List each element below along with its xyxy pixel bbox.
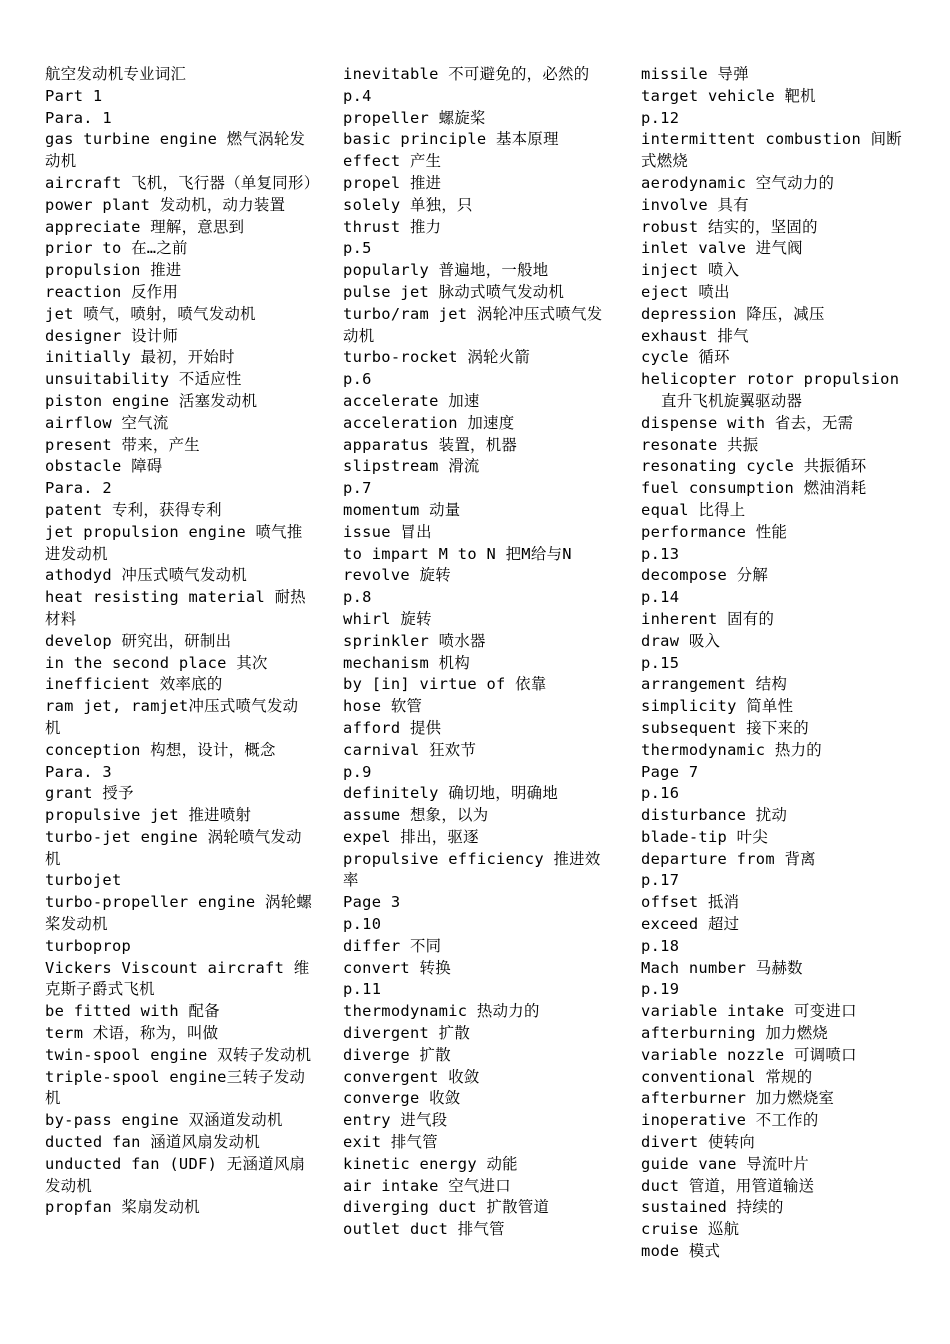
- glossary-entry: target vehicle 靶机: [641, 86, 816, 105]
- glossary-entry: exit 排气管: [343, 1133, 438, 1152]
- glossary-entry: arrangement 结构: [641, 675, 788, 694]
- glossary-entry: to impart M to N 把M给与N: [343, 544, 572, 563]
- glossary-entry: p.9: [343, 762, 372, 781]
- glossary-entry: cruise 巡航: [641, 1220, 740, 1239]
- glossary-entry: diverge 扩散: [343, 1045, 451, 1064]
- glossary-entry: Para. 2: [45, 479, 112, 498]
- glossary-entry: divert 使转向: [641, 1133, 756, 1152]
- glossary-entry: aircraft 飞机，飞行器（单复同形）: [45, 173, 320, 192]
- glossary-entry: involve 具有: [641, 195, 749, 214]
- glossary-entry: p.17: [641, 871, 680, 890]
- glossary-entry: propel 推进: [343, 173, 442, 192]
- glossary-entry: Para. 1: [45, 108, 112, 127]
- glossary-entry: turbo-propeller engine 涡轮螺桨发动机: [45, 893, 313, 934]
- glossary-entry: ram jet, ramjet冲压式喷气发动机: [45, 697, 299, 737]
- glossary-entry: expel 排出，驱逐: [343, 827, 479, 846]
- glossary-entry: propulsive jet 推进喷射: [45, 806, 252, 825]
- glossary-entry: basic principle 基本原理: [343, 130, 559, 149]
- glossary-entry: p.11: [343, 980, 382, 999]
- glossary-entry: Mach number 马赫数: [641, 958, 803, 977]
- glossary-entry: p.8: [343, 588, 372, 607]
- glossary-entry: thermodynamic 热动力的: [343, 1002, 540, 1021]
- glossary-entry: p.4: [343, 86, 372, 105]
- glossary-entry: depression 降压，减压: [641, 304, 825, 323]
- glossary-entry: convergent 收敛: [343, 1067, 480, 1086]
- glossary-entry: inefficient 效率底的: [45, 675, 223, 694]
- glossary-entry: p.7: [343, 479, 372, 498]
- glossary-entry: develop 研究出，研制出: [45, 631, 232, 650]
- glossary-entry: kinetic energy 动能: [343, 1154, 518, 1173]
- glossary-entry: missile 导弹: [641, 65, 749, 83]
- glossary-entry: heat resisting material 耐热材料: [45, 588, 306, 628]
- glossary-entry: jet propulsion engine 喷气推进发动机: [45, 522, 303, 563]
- glossary-entry: p.5: [343, 239, 372, 258]
- glossary-entry: simplicity 简单性: [641, 697, 794, 716]
- glossary-entry: turbo-rocket 涡轮火箭: [343, 348, 531, 367]
- glossary-entry: piston engine 活塞发动机: [45, 391, 258, 410]
- glossary-entry: draw 吸入: [641, 631, 721, 650]
- glossary-entry: exceed 超过: [641, 915, 740, 934]
- glossary-entry: eject 喷出: [641, 282, 730, 301]
- glossary-entry: inlet valve 进气阀: [641, 239, 803, 258]
- glossary-entry: reaction 反作用: [45, 282, 179, 301]
- glossary-entry: conception 构想，设计，概念: [45, 740, 276, 759]
- glossary-entry: robust 结实的，坚固的: [641, 217, 818, 236]
- glossary-entry: p.18: [641, 936, 680, 955]
- glossary-entry: momentum 动量: [343, 500, 461, 519]
- glossary-entry: p.19: [641, 980, 680, 999]
- glossary-entry: initially 最初，开始时: [45, 348, 235, 367]
- glossary-entry: divergent 扩散: [343, 1024, 471, 1043]
- glossary-entry: Part 1: [45, 86, 103, 105]
- glossary-entry: dispense with 省去，无需: [641, 413, 854, 432]
- glossary-entry: whirl 旋转: [343, 609, 432, 628]
- glossary-entry: acceleration 加速度: [343, 413, 515, 432]
- glossary-entry: Vickers Viscount aircraft 维克斯子爵式飞机: [45, 958, 310, 999]
- glossary-entry: air intake 空气进口: [343, 1176, 511, 1195]
- glossary-column-2: [343, 64, 611, 1241]
- glossary-entry: sustained 持续的: [641, 1198, 784, 1217]
- glossary-entry: propfan 桨扇发动机: [45, 1198, 200, 1217]
- glossary-entry: mechanism 机构: [343, 653, 471, 672]
- glossary-entry: term 术语，称为，叫做: [45, 1024, 219, 1043]
- glossary-entry: prior to 在…之前: [45, 239, 188, 258]
- glossary-entry: twin-spool engine 双转子发动机: [45, 1045, 312, 1064]
- glossary-entry: by-pass engine 双涵道发动机: [45, 1111, 283, 1130]
- glossary-entry: definitely 确切地，明确地: [343, 784, 559, 803]
- glossary-entry: appreciate 理解，意思到: [45, 217, 245, 236]
- glossary-entry: unsuitability 不适应性: [45, 370, 242, 389]
- glossary-entry: turbo/ram jet 涡轮冲压式喷气发动机: [343, 304, 603, 345]
- glossary-entry: afterburning 加力燃烧: [641, 1024, 829, 1043]
- glossary-entry: obstacle 障碍: [45, 457, 163, 476]
- glossary-entry: aerodynamic 空气动力的: [641, 173, 835, 192]
- glossary-entry: variable intake 可变进口: [641, 1002, 857, 1021]
- glossary-entry: p.6: [343, 370, 372, 389]
- glossary-entry: sprinkler 喷水器: [343, 631, 486, 650]
- glossary-entry: differ 不同: [343, 936, 442, 955]
- glossary-entry: offset 抵消: [641, 893, 740, 912]
- glossary-entry: thrust 推力: [343, 217, 442, 236]
- glossary-entry: Page 3: [343, 893, 401, 912]
- glossary-column-3: [641, 64, 909, 1263]
- glossary-entry: inherent 固有的: [641, 609, 775, 628]
- glossary-entry: 航空发动机专业词汇: [45, 65, 187, 83]
- glossary-entry: conventional 常规的: [641, 1067, 813, 1086]
- glossary-entry: revolve 旋转: [343, 566, 451, 585]
- glossary-entry: pulse jet 脉动式喷气发动机: [343, 282, 565, 301]
- glossary-entry: turboprop: [45, 936, 132, 955]
- glossary-entry: assume 想象，以为: [343, 806, 489, 825]
- glossary-entry: outlet duct 排气管: [343, 1220, 505, 1239]
- glossary-entry: Para. 3: [45, 762, 112, 781]
- glossary-entry: apparatus 装置，机器: [343, 435, 518, 454]
- glossary-entry: present 带来，产生: [45, 435, 200, 454]
- glossary-entry: p.12: [641, 108, 680, 127]
- glossary-entry: mode 模式: [641, 1242, 721, 1261]
- glossary-entry: p.10: [343, 915, 382, 934]
- glossary-entry: propulsion 推进: [45, 261, 182, 280]
- glossary-entry: hose 软管: [343, 697, 423, 716]
- glossary-entry: departure from 背离: [641, 849, 816, 868]
- glossary-entry: jet 喷气，喷射，喷气发动机: [45, 304, 256, 323]
- glossary-entry: converge 收敛: [343, 1089, 461, 1108]
- glossary-entry: cycle 循环: [641, 348, 730, 367]
- glossary-entry: p.16: [641, 784, 680, 803]
- glossary-entry: gas turbine engine 燃气涡轮发动机: [45, 130, 306, 171]
- glossary-entry: effect 产生: [343, 152, 442, 171]
- glossary-entry: p.14: [641, 588, 680, 607]
- glossary-entry: helicopter rotor propulsion 直升飞机旋翼驱动器: [641, 370, 900, 410]
- glossary-entry: designer 设计师: [45, 326, 179, 345]
- glossary-entry: diverging duct 扩散管道: [343, 1198, 550, 1217]
- glossary-entry: popularly 普遍地，一般地: [343, 261, 549, 280]
- glossary-entry: inevitable 不可避免的，必然的: [343, 65, 590, 83]
- glossary-entry: p.15: [641, 653, 680, 672]
- glossary-entry: afford 提供: [343, 718, 442, 737]
- glossary-entry: Page 7: [641, 762, 699, 781]
- glossary-entry: be fitted with 配备: [45, 1002, 220, 1021]
- glossary-entry: ducted fan 涵道风扇发动机: [45, 1133, 261, 1152]
- glossary-entry: resonating cycle 共振循环: [641, 457, 867, 476]
- glossary-entry: equal 比得上: [641, 500, 746, 519]
- glossary-entry: patent 专利，获得专利: [45, 500, 222, 519]
- glossary-entry: fuel consumption 燃油消耗: [641, 479, 867, 498]
- glossary-entry: variable nozzle 可调喷口: [641, 1045, 857, 1064]
- glossary-entry: entry 进气段: [343, 1111, 448, 1130]
- glossary-entry: grant 授予: [45, 784, 134, 803]
- glossary-entry: accelerate 加速: [343, 391, 480, 410]
- glossary-entry: disturbance 扰动: [641, 806, 788, 825]
- glossary-entry: exhaust 排气: [641, 326, 749, 345]
- glossary-entry: turbojet: [45, 871, 122, 890]
- glossary-entry: athodyd 冲压式喷气发动机: [45, 566, 248, 585]
- glossary-entry: in the second place 其次: [45, 653, 268, 672]
- glossary-entry: subsequent 接下来的: [641, 718, 809, 737]
- glossary-entry: blade-tip 叶尖: [641, 827, 769, 846]
- glossary-entry: guide vane 导流叶片: [641, 1154, 809, 1173]
- glossary-entry: carnival 狂欢节: [343, 740, 477, 759]
- glossary-entry: unducted fan (UDF) 无涵道风扇发动机: [45, 1154, 306, 1195]
- glossary-entry: triple-spool engine三转子发动机: [45, 1067, 306, 1108]
- glossary-entry: inject 喷入: [641, 261, 740, 280]
- glossary-entry: afterburner 加力燃烧室: [641, 1089, 835, 1108]
- glossary-entry: duct 管道，用管道输送: [641, 1176, 815, 1195]
- glossary-entry: performance 性能: [641, 522, 788, 541]
- glossary-entry: thermodynamic 热力的: [641, 740, 822, 759]
- glossary-entry: issue 冒出: [343, 522, 432, 541]
- glossary-entry: intermittent combustion 间断式燃烧: [641, 130, 902, 171]
- glossary-entry: by [in] virtue of 依靠: [343, 675, 547, 694]
- glossary-entry: inoperative 不工作的: [641, 1111, 819, 1130]
- glossary-entry: slipstream 滑流: [343, 457, 480, 476]
- glossary-entry: convert 转换: [343, 958, 451, 977]
- glossary-entry: propeller 螺旋桨: [343, 108, 486, 127]
- glossary-column-1: [45, 64, 320, 1219]
- glossary-entry: p.13: [641, 544, 680, 563]
- glossary-entry: airflow 空气流: [45, 413, 169, 432]
- glossary-entry: propulsive efficiency 推进效率: [343, 849, 601, 890]
- glossary-entry: solely 单独，只: [343, 195, 473, 214]
- glossary-entry: power plant 发动机，动力装置: [45, 195, 286, 214]
- glossary-entry: decompose 分解: [641, 566, 769, 585]
- glossary-entry: turbo-jet engine 涡轮喷气发动机: [45, 827, 302, 868]
- glossary-entry: resonate 共振: [641, 435, 759, 454]
